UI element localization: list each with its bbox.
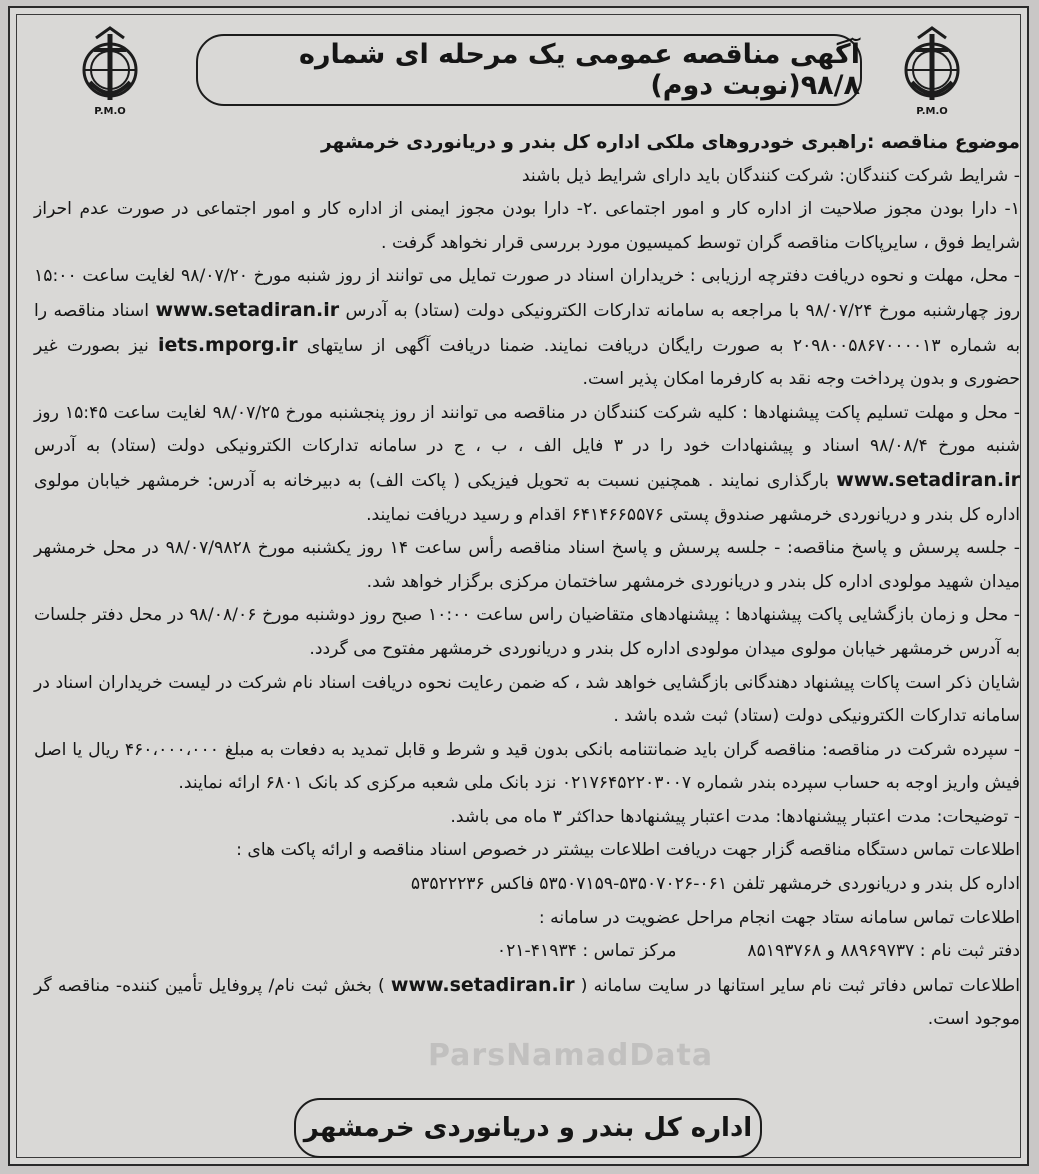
submission-text-2: بارگذاری نمایند . همچنین نسبت به تحویل فیزیکی ( پاکت الف) به دبیرخانه به آدرس: خرمشهر خیابان مولوی اداره کل بندر و دریانوردی خرمشهر صندوق پستی ۶۴۱۴۶۶۵۵۷۶ اقدام و رسید دریافت نمایند. [34,470,1020,525]
setad-office: دفتر ثبت نام : ۸۸۹۶۹۷۳۷ و ۸۵۱۹۳۷۶۸ [747,941,1020,962]
docs-paragraph [34,260,1020,396]
meeting-paragraph: - جلسه پرسش و پاسخ مناقصه: - جلسه پرسش و پاسخ اسناد مناقصه رأس ساعت ۱۴ روز یکشنبه مورخ ۹۸/۰۷/۹۸۲۸ در محل خرمشهر میدان شهید مولودی اداره کل بندر و دریانوردی خرمشهر ساختمان مرکزی برگزار خواهد شد. [34,538,1020,592]
contact-intro: اطلاعات تماس دستگاه مناقصه گزار جهت دریافت اطلاعات بیشتر در خصوص اسناد مناقصه و ارائه پاکت های : [236,840,1020,861]
watermark: ParsNamadData [428,1038,714,1073]
docs-text-2: اسناد مناقصه را به شماره ۲۰۹۸۰۰۵۸۶۷۰۰۰۰۱۳ به صورت رایگان دریافت نمایند. ضمنا دریافت آگهی از سایتهای [34,300,1021,356]
setadiran-link[interactable]: www.setadiran.ir [155,298,340,321]
notice-body [34,126,1020,1037]
validity-paragraph: - توضیحات: مدت اعتبار پیشنهادها: مدت اعتبار پیشنهادها حداکثر ۳ ماه می باشد. [450,806,1020,827]
tender-subject: موضوع مناقصه :راهبری خودروهای ملکی اداره کل بندر و دریانوردی خرمشهر [321,132,1020,153]
notice-title: آگهی مناقصه عمومی یک مرحله ای شماره ۹۸/۸(نوبت دوم) [196,34,862,106]
note-paragraph: شایان ذکر است پاکات پیشنهاد دهندگانی بازگشایی خواهد شد ، که ضمن رعایت نحوه دریافت اسناد نام شرکت در لیست خریداران اسناد در سامانه تدارکات الکترونیکی دولت (ستاد) ثبت شده باشد . [34,672,1020,727]
setad-center: مرکز تماس : ۴۱۹۳۴-۰۲۱ [496,941,677,962]
setadiran-link[interactable]: www.setadiran.ir [390,973,575,996]
other-provinces-paragraph [34,969,1020,1037]
opening-paragraph: - محل و زمان بازگشایی پاکت پیشنهادها : پیشنهادهای متقاضیان راس ساعت ۱۰:۰۰ صبح روز دوشنبه مورخ ۹۸/۰۸/۰۶ در محل دفتر جلسات به آدرس خرمشهر خیابان مولوی میدان مولودی اداره کل بندر و دریانوردی خرمشهر مفتوح می گردد. [34,605,1020,659]
logo-caption-left: P.M.O [94,106,126,117]
setadiran-link[interactable]: www.setadiran.ir [836,468,1020,491]
docs-text-3: نیز بصورت غیر حضوری و بدون پرداخت وجه نقد به کارفرما امکان پذیر است. [34,335,1020,390]
contact-phone: اداره کل بندر و دریانوردی خرمشهر تلفن ۰۶۱-۵۳۵۰۷۰۲۶-۵۳۵۰۷۱۵۹ فاکس ۵۳۵۲۲۲۳۶ [410,874,1020,895]
submission-text-1: - محل و مهلت تسلیم پاکت پیشنهادها : کلیه شرکت کنندگان در مناقصه می توانند از روز پنجشنبه مورخ ۹۸/۰۷/۲۵ لغایت ساعت ۱۵:۴۵ روز شنبه مورخ ۹۸/۰۸/۴ اسناد و پیشنهادات خود را در ۳ فایل الف ، ب ، ج در سامانه تدارکات الکترونیکی دولت (ستاد) به آدرس [34,402,1020,457]
logo-caption-right: P.M.O [916,106,948,117]
submission-paragraph [34,397,1020,532]
docs-text-1: - محل، مهلت و نحوه دریافت دفترچه ارزیابی : خریداران اسناد در صورت تمایل می توانند از روز شنبه مورخ ۹۸/۰۷/۲۰ لغایت ساعت ۱۵:۰۰ روز چهارشنبه مورخ ۹۸/۰۷/۲۴ با مراجعه به سامانه تدارکات الکترونیکی دولت (ستاد) به آدرس [34,266,1021,321]
anchor-emblem-icon [70,24,150,110]
conditions-text: ۱- دارا بودن مجوز صلاحیت از اداره کار و امور اجتماعی .۲- دارا بودن مجوز ایمنی از اداره کار و امور اجتماعی در صورت عدم احراز شرایط فوق ، سایرپاکات مناقصه گران توسط کمیسیون مورد بررسی قرار نخواهد گرفت . [34,199,1020,253]
other-text-1: اطلاعات تماس دفاتر ثبت نام سایر استانها در سایت سامانه ( [580,975,1020,996]
notice-sheet [8,6,1029,1166]
setad-contacts [34,935,1020,969]
pmo-logo-right [892,24,972,124]
setad-intro: اطلاعات تماس سامانه ستاد جهت انجام مراحل عضویت در سامانه : [538,907,1020,928]
other-text-2: ) بخش ثبت نام/ پروفایل تأمین کننده- مناقصه گر موجود است. [34,975,1020,1030]
anchor-emblem-icon [892,24,972,110]
footer-organization: اداره کل بندر و دریانوردی خرمشهر [294,1098,762,1158]
deposit-paragraph: - سپرده شرکت در مناقصه: مناقصه گران باید ضمانتنامه بانکی بدون قید و شرط و قابل تمدید به دفعات به مبلغ ۴۶۰،۰۰۰،۰۰۰ ریال یا اصل فیش واریز اوجه به حساب سپرده بندر شماره ۰۲۱۷۶۴۵۲۲۰۳۰۰۷ نزد بانک ملی شعبه مرکزی کد بانک ۶۸۰۱ ارائه نمایند. [34,739,1021,794]
pmo-logo-left [70,24,150,124]
iets-link[interactable]: iets.mporg.ir [158,333,298,356]
conditions-intro: - شرایط شرکت کنندگان: شرکت کنندگان باید دارای شرایط ذیل باشند [521,165,1020,186]
